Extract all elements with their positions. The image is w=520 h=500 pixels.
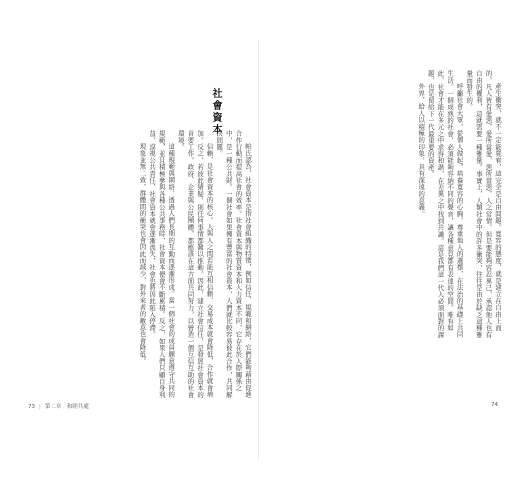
paragraph: 產生衝突，就不一定能寬宥，這完全是自由問題。寬容的態度，就是建立在自由上面的。凡人皆有愛惡，愛所當愛，惡所當惡，人之常情。但是要能夠容忍異己，承認他人也有自由的權利，這就需要一種雅量。事實上，人類社會中的許多衝突，往往是由於缺乏這種雅量而發生的。 (465, 70, 502, 338)
paragraph: 信賴，是社會資本的核心。人與人之間若能互相信賴，交易成本就會降低，合作就會增加。反之，若彼此猜疑，則任何事情都難以推動。因此，建立社會信任，是發展社會資本的首要工作。政府、企業與公民團體，都應該在這方面共同努力，以營造一個互信互助的社會環境。 (176, 130, 214, 398)
running-head: 第二章 和睦共處 (44, 404, 89, 410)
section-heading: 社會資本 (210, 88, 221, 136)
paragraph: 帕氏認為，社會資本是指社會組織的特徵，例如信任、規範和網絡，它們能夠藉由促進合作行動而提高社會的效率。社會資本與物質資本和人力資本不同，它存在於人際關係之中，是一種公共財。一個社會如果擁有豐富的社會資本，人們就比較容易彼此合作，共同解決問題。 (215, 130, 252, 398)
right-page-body (282, 70, 502, 340)
gutter (258, 40, 259, 460)
right-folio (491, 402, 498, 408)
paragraph: 這種規範與網絡，透過人們長期的互動而逐漸形成。當一個社會的成員願意遵守共同的規範，並且積極參與各種公共事務時，社會資本便會不斷累積。反之，如果人們只顧自身利益，漠視公共責任，社會資本就會逐漸流失，社會也將因此陷入停滯。 (148, 130, 176, 398)
paragraph: 外界，給人以積極的印象，具有深遠的意義。 (417, 82, 426, 217)
left-folio (28, 402, 89, 410)
right-page (260, 0, 520, 500)
paragraph: 呼籲社會大眾，從個人做起，培養寬容的心胸，尊重他人的選擇，在法治的基礎上共同生活。一個成熟的社會，必須能夠容納不同的聲音，讓各種意見都有表達的空間。唯有如此，社會才能在多元之中求得和諧，在差異之中找到共識。這是我們這一代人必須面對的課題，也是留給下一代最重要的資產。 (426, 70, 464, 338)
paragraph: 現象並無二致，群體間的衝突也會因此而減少，對外來者的敵意也會降低。 (138, 142, 147, 364)
left-page-body (32, 130, 252, 400)
page-number: 74 (491, 402, 498, 408)
folio-separator: | (39, 404, 41, 410)
page-number: 73 (28, 404, 35, 410)
